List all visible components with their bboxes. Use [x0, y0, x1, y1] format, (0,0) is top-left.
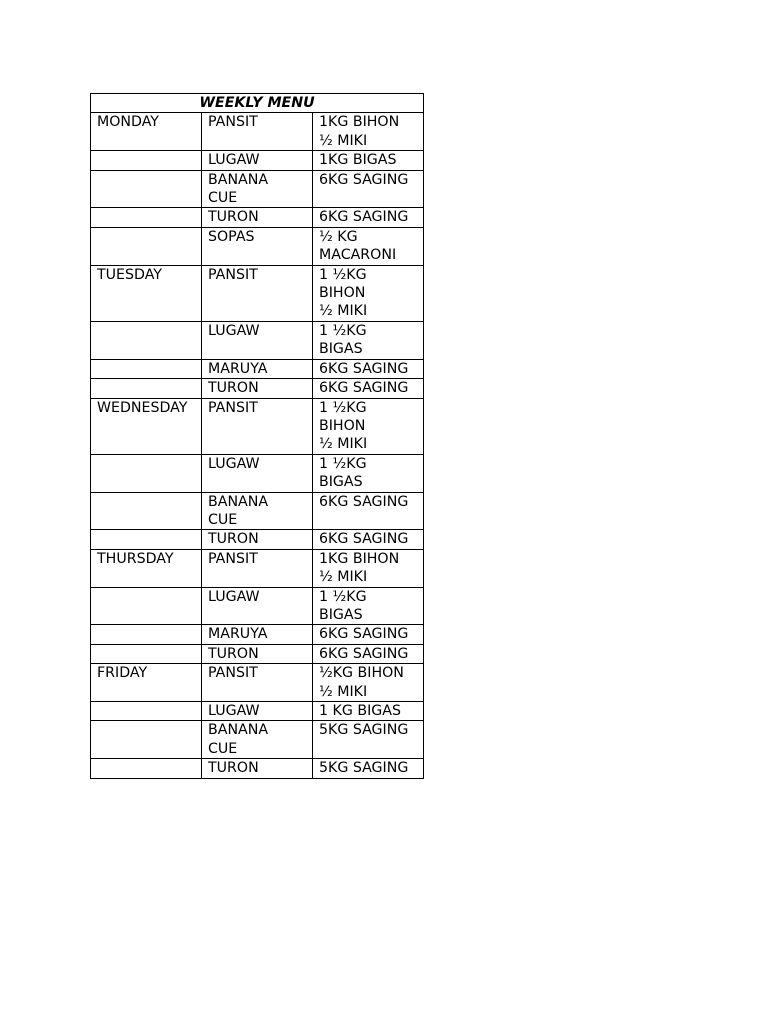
item-cell: LUGAW: [202, 587, 313, 625]
table-row: [91, 227, 424, 265]
table-row: [91, 587, 424, 625]
item-cell: TURON: [202, 208, 313, 227]
quantity-cell: 1 KG BIGAS: [313, 702, 424, 721]
quantity-cell: 5KG SAGING: [313, 759, 424, 778]
day-cell: [91, 587, 202, 625]
day-cell: [91, 759, 202, 778]
quantity-cell: ½KG BIHON ½ MIKI: [313, 664, 424, 702]
table-row: [91, 664, 424, 702]
quantity-cell: 6KG SAGING: [313, 625, 424, 644]
table-row: [91, 549, 424, 587]
item-cell: MARUYA: [202, 359, 313, 378]
quantity-cell: 1KG BIHON ½ MIKI: [313, 549, 424, 587]
table-title: WEEKLY MENU: [91, 94, 424, 113]
item-cell: LUGAW: [202, 321, 313, 359]
quantity-cell: ½ KG MACARONI: [313, 227, 424, 265]
item-cell: LUGAW: [202, 702, 313, 721]
day-cell: [91, 208, 202, 227]
quantity-cell: 6KG SAGING: [313, 208, 424, 227]
quantity-cell: 6KG SAGING: [313, 530, 424, 549]
table-row: [91, 379, 424, 398]
quantity-cell: 6KG SAGING: [313, 379, 424, 398]
table-row: [91, 170, 424, 208]
item-cell: LUGAW: [202, 454, 313, 492]
item-cell: PANSIT: [202, 549, 313, 587]
day-cell: [91, 625, 202, 644]
quantity-cell: 6KG SAGING: [313, 492, 424, 530]
title-row: [91, 94, 424, 113]
item-cell: TURON: [202, 530, 313, 549]
table-row: [91, 492, 424, 530]
item-cell: PANSIT: [202, 265, 313, 321]
quantity-cell: 6KG SAGING: [313, 644, 424, 663]
day-cell: [91, 644, 202, 663]
day-cell: [91, 721, 202, 759]
weekly-menu-table: [90, 93, 424, 779]
quantity-cell: 1KG BIGAS: [313, 151, 424, 170]
item-cell: TURON: [202, 379, 313, 398]
table-row: [91, 530, 424, 549]
quantity-cell: 6KG SAGING: [313, 359, 424, 378]
day-cell: TUESDAY: [91, 265, 202, 321]
table-row: [91, 151, 424, 170]
quantity-cell: 5KG SAGING: [313, 721, 424, 759]
table-row: [91, 625, 424, 644]
table-row: [91, 208, 424, 227]
quantity-cell: 1 ½KG BIHON ½ MIKI: [313, 398, 424, 454]
item-cell: LUGAW: [202, 151, 313, 170]
item-cell: TURON: [202, 759, 313, 778]
day-cell: [91, 359, 202, 378]
item-cell: BANANA CUE: [202, 492, 313, 530]
day-cell: [91, 492, 202, 530]
table-row: [91, 759, 424, 778]
item-cell: MARUYA: [202, 625, 313, 644]
day-cell: [91, 702, 202, 721]
table-row: [91, 454, 424, 492]
quantity-cell: 1KG BIHON ½ MIKI: [313, 113, 424, 151]
item-cell: BANANA CUE: [202, 170, 313, 208]
table-row: [91, 721, 424, 759]
table-row: [91, 265, 424, 321]
quantity-cell: 1 ½KG BIHON ½ MIKI: [313, 265, 424, 321]
menu-rows: [91, 113, 424, 778]
table-row: [91, 644, 424, 663]
item-cell: PANSIT: [202, 113, 313, 151]
day-cell: [91, 321, 202, 359]
day-cell: [91, 170, 202, 208]
item-cell: BANANA CUE: [202, 721, 313, 759]
quantity-cell: 6KG SAGING: [313, 170, 424, 208]
day-cell: WEDNESDAY: [91, 398, 202, 454]
quantity-cell: 1 ½KG BIGAS: [313, 587, 424, 625]
item-cell: TURON: [202, 644, 313, 663]
table-row: [91, 321, 424, 359]
day-cell: FRIDAY: [91, 664, 202, 702]
day-cell: [91, 379, 202, 398]
table-row: [91, 398, 424, 454]
day-cell: MONDAY: [91, 113, 202, 151]
item-cell: SOPAS: [202, 227, 313, 265]
quantity-cell: 1 ½KG BIGAS: [313, 454, 424, 492]
day-cell: [91, 227, 202, 265]
quantity-cell: 1 ½KG BIGAS: [313, 321, 424, 359]
table-row: [91, 359, 424, 378]
day-cell: [91, 530, 202, 549]
table-row: [91, 702, 424, 721]
day-cell: THURSDAY: [91, 549, 202, 587]
day-cell: [91, 151, 202, 170]
table-row: [91, 113, 424, 151]
day-cell: [91, 454, 202, 492]
item-cell: PANSIT: [202, 664, 313, 702]
item-cell: PANSIT: [202, 398, 313, 454]
